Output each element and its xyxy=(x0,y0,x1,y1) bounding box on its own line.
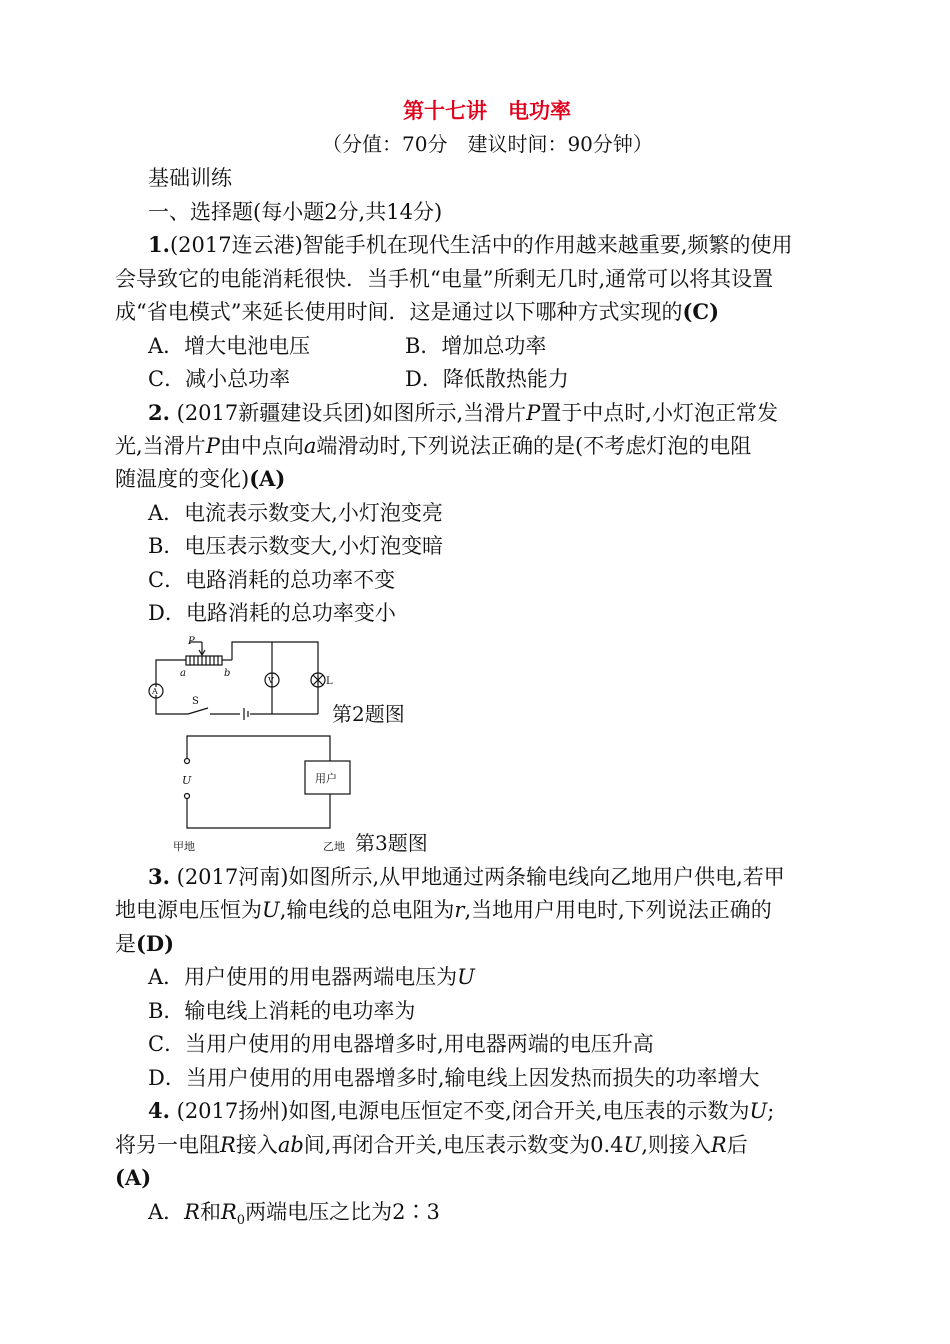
switch xyxy=(188,708,208,714)
q2-option-d: D．电路消耗的总功率变小 xyxy=(148,601,396,625)
question-number: 2. xyxy=(148,400,170,425)
var-r: r xyxy=(454,898,465,922)
question-number: 1. xyxy=(148,232,170,257)
q4-option-a xyxy=(148,1197,440,1236)
question-3-line-3 xyxy=(115,929,174,959)
label-voltmeter: V xyxy=(268,676,274,685)
question-text: 地电源电压恒为 xyxy=(115,898,262,922)
figure-2-caption: 第2题图 xyxy=(332,702,405,726)
q1-option-a: A．增大电池电压 xyxy=(148,334,311,358)
var-r: R xyxy=(220,1133,236,1157)
label-u: U xyxy=(182,774,192,787)
label-p: P xyxy=(188,636,195,647)
question-text: 后 xyxy=(726,1133,748,1157)
question-text: 接入 xyxy=(235,1133,278,1157)
question-text: 端滑动时,下列说法正确的是(不考虑灯泡的电阻 xyxy=(316,434,752,458)
question-number: 4. xyxy=(148,1098,170,1123)
var-r0: R xyxy=(220,1200,237,1224)
figure-2-circuit xyxy=(140,632,340,722)
var-a: a xyxy=(303,434,317,458)
question-number: 3. xyxy=(148,864,170,889)
question-text: 由中点向 xyxy=(219,434,304,458)
question-1-line-2: 会导致它的电能消耗很快．当手机“电量”所剩无几时,通常可以将其设置 xyxy=(115,267,774,291)
answer: (D) xyxy=(136,931,175,956)
question-text: 将另一电阻 xyxy=(115,1133,220,1157)
question-text: (2017河南)如图所示,从甲地通过两条输电线向乙地用户供电,若甲 xyxy=(176,865,785,889)
question-text: (2017新疆建设兵团)如图所示,当滑片 xyxy=(176,401,527,425)
var-p: P xyxy=(205,434,220,458)
question-1-line-3 xyxy=(115,297,719,327)
answer: (A) xyxy=(249,466,286,491)
terminal-bottom xyxy=(185,794,190,799)
terminal-top xyxy=(185,759,190,764)
question-2-line-3 xyxy=(115,464,285,494)
rheostat xyxy=(186,656,222,665)
part-heading: 一、选择题(每小题2分,共14分) xyxy=(148,200,443,224)
q2-option-b: B．电压表示数变大,小灯泡变暗 xyxy=(148,534,444,558)
question-text: (2017扬州)如图,电源电压恒定不变,闭合开关,电压表的示数为 xyxy=(176,1099,750,1123)
label-user: 用户 xyxy=(315,772,337,785)
answer: (C) xyxy=(682,299,720,324)
q1-option-c: C．减小总功率 xyxy=(148,367,291,391)
q3-option-d: D．当用户使用的用电器增多时,输电线上因发热而损失的功率增大 xyxy=(148,1066,760,1090)
page-title: 第十七讲 电功率 xyxy=(403,98,571,123)
question-text: ; xyxy=(767,1099,775,1123)
question-text: 置于中点时,小灯泡正常发 xyxy=(540,401,778,425)
question-1-line-1 xyxy=(148,230,792,260)
subscript-0: 0 xyxy=(236,1213,246,1229)
question-4-line-2 xyxy=(115,1130,748,1160)
question-text: 光,当滑片 xyxy=(115,434,206,458)
q1-option-b: B．增加总功率 xyxy=(405,334,547,358)
q3-option-c: C．当用户使用的用电器增多时,用电器两端的电压升高 xyxy=(148,1032,654,1056)
question-3-line-2 xyxy=(115,895,772,925)
var-u: U xyxy=(749,1099,768,1123)
label-b: b xyxy=(224,668,231,679)
var-u: U xyxy=(457,965,475,989)
question-text: 成“省电模式”来延长使用时间．这是通过以下哪种方式实现的 xyxy=(115,300,683,324)
label-lamp: L xyxy=(326,676,333,687)
var-p: P xyxy=(526,401,541,425)
question-text: 是 xyxy=(115,932,136,956)
var-ab: ab xyxy=(277,1133,304,1157)
label-ammeter: A xyxy=(152,687,158,696)
var-u: U xyxy=(262,898,280,922)
page-subtitle: （分值：70分 建议时间：90分钟） xyxy=(322,132,653,156)
label-jia: 甲地 xyxy=(173,840,195,853)
var-r: R xyxy=(184,1200,200,1224)
question-text: (2017连云港)智能手机在现代生活中的作用越来越重要,频繁的使用 xyxy=(169,233,793,257)
label-yi: 乙地 xyxy=(323,840,345,853)
question-2-line-2 xyxy=(115,431,751,461)
option-text: 两端电压之比为2∶3 xyxy=(245,1200,440,1224)
question-text: ,当地用户用电时,下列说法正确的 xyxy=(464,898,772,922)
var-u: U xyxy=(623,1133,642,1157)
question-text: 间,再闭合开关,电压表示数变为0.4 xyxy=(303,1133,624,1157)
question-4-line-1 xyxy=(148,1096,774,1126)
label-switch: S xyxy=(192,696,199,707)
var-r: R xyxy=(710,1133,727,1157)
question-3-line-1 xyxy=(148,862,785,892)
question-text: ,则接入 xyxy=(641,1133,711,1157)
answer: (A) xyxy=(115,1165,152,1190)
figure-3-caption: 第3题图 xyxy=(355,831,428,855)
q2-option-c: C．电路消耗的总功率不变 xyxy=(148,568,396,592)
figure-3-power-line xyxy=(165,728,365,858)
label-a: a xyxy=(180,668,186,679)
question-text: ,输电线的总电阻为 xyxy=(279,898,455,922)
q1-option-d: D．降低散热能力 xyxy=(405,367,569,391)
option-text: A．用户使用的用电器两端电压为 xyxy=(148,965,458,989)
question-text: 随温度的变化) xyxy=(115,467,250,491)
q3-option-b: B．输电线上消耗的电功率为 xyxy=(148,999,416,1023)
option-text: A． xyxy=(148,1200,185,1224)
q3-option-a xyxy=(148,962,475,992)
section-heading: 基础训练 xyxy=(148,166,232,190)
q2-option-a: A．电流表示数变大,小灯泡变亮 xyxy=(148,501,443,525)
option-text: 和 xyxy=(199,1200,221,1224)
question-2-line-1 xyxy=(148,398,778,428)
